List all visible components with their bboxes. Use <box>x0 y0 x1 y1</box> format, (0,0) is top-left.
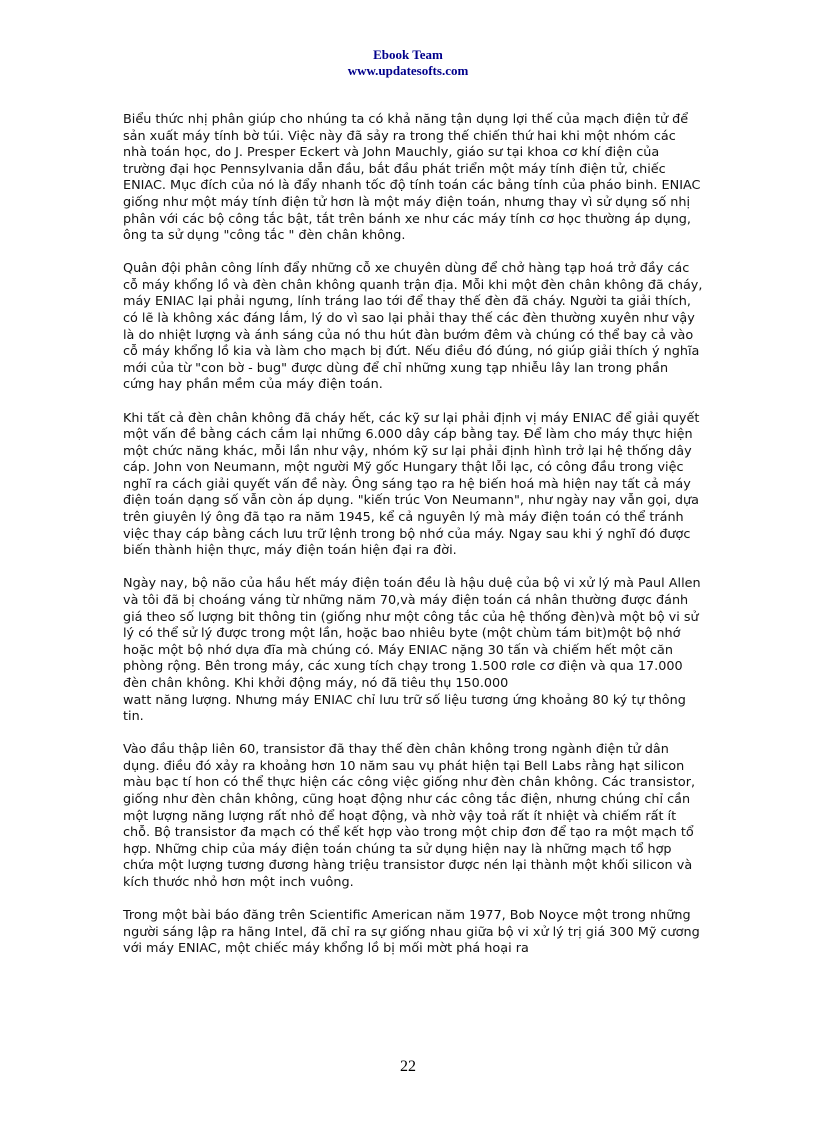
paragraph: Quân đội phân công lính đẩy những cỗ xe chuyên dùng để chở hàng tạp hoá trở đầy các cỗ máy khổng lồ và đèn chân không quanh trận địa. Mỗi khi một đèn chân không đã cháy, máy ENIAC lại phải ngưng, lính tráng lao tới để thay thế đèn đã cháy. Người ta giải thích, có lẽ là không xác đáng lắm, lý do vì sao lại phải thay thế các đèn thường xuyên như vậy là do nhiệt lượng và ánh sáng của nó thu hút đàn bướm đêm và chúng có thể bay cả vào cỗ máy khổng lồ kia và làm cho mạch bị đứt. Nếu điều đó đúng, nó giúp giải thích ý nghĩa mới của từ "con bờ - bug" được dùng để chỉ những xung tạp nhiễu lây lan trong phần cứng hay phần mềm của máy điện toán. <box>123 261 703 393</box>
paragraph: Biểu thức nhị phân giúp cho nhúng ta có khả năng tận dụng lợi thế của mạch điện tử để sản xuất máy tính bờ túi. Việc này đã sảy ra trong thế chiến thứ hai khi một nhóm các nhà toán học, do J. Presper Eckert và John Mauchly, giáo sư tại khoa cơ khí điện của trường đại học Pennsylvania dẫn đầu, bắt đầu phát triển một máy tính điện tử, chiếc ENIAC. Mục đích của nó là đẩy nhanh tốc độ tính toán các bảng tính của pháo binh. ENIAC giống như một máy tính điện tử hơn là một máy điện toán, nhưng thay vì sử dụng số nhị phân với các bộ công tắc bật, tắt trên bánh xe như các máy tính cơ học thường áp dụng, ông ta sử dụng "công tắc " đèn chân không. <box>123 112 701 244</box>
page-header <box>0 47 816 79</box>
paragraph: Khi tất cả đèn chân không đã cháy hết, các kỹ sư lại phải định vị máy ENIAC để giải quyết một vấn đề bằng cách cắm lại những 6.000 dây cáp bằng tay. Để làm cho máy thực hiện một chức năng khác, mỗi lần như vậy, nhóm kỹ sư lại phải định hình trở lại hệ thống dây cáp. John von Neumann, một người Mỹ gốc Hungary thật lỗi lạc, có công đầu trong việc nghĩ ra cách giải quyết vấn đề này. Ông sáng tạo ra hệ biến hoá mà hiện nay tất cả máy điện toán dạng số vẫn còn áp dụng. "kiến trúc Von Neumann", như ngày nay vẫn gọi, dựa trên giuyên lý ông đã tạo ra năm 1945, kể cả nguyên lý mà máy điện toán có thể tránh việc thay cáp bằng cách lưu trữ lệnh trong bộ nhớ của máy. Ngay sau khi ý nghĩ đó được biến thành hiện thực, máy điện toán hiện đại ra đời. <box>123 410 700 559</box>
paragraph: Ngày nay, bộ não của hầu hết máy điện toán đều là hậu duệ của bộ vi xử lý mà Paul Allen và tôi đã bị choáng váng từ những năm 70,và máy điện toán cá nhân thường được đánh giá theo số lượng bit thông tin (giống như một công tắc của hệ thống đèn)và một bộ vi sử lý có thể sử lý được trong một lần, hoặc bao nhiêu byte (một chùm tám bit)một bộ nhớ hoặc một bộ nhớ dựa đĩa mà chúng có. Máy ENIAC nặng 30 tấn và chiếm hết một căn phòng rộng. Bên trong máy, các xung tích chạy trong 1.500 rơle cơ điện và qua 17.000 đèn chân không. Khi khởi động máy, nó đã tiêu thụ 150.000 watt năng lượng. Nhưng máy ENIAC chỉ lưu trữ số liệu tương ứng khoảng 80 ký tự thông tin. <box>123 576 701 725</box>
paragraph: Vào đầu thập liên 60, transistor đã thay thế đèn chân không trong ngành điện tử dân dụng. điều đó xảy ra khoảng hơn 10 năm sau vụ phát hiện tại Bell Labs rằng hạt silicon màu bạc tí hon có thể thực hiện các công việc giống như đèn chân không. Các transistor, giống như đèn chân không, cũng hoạt động như các công tắc điện, nhưng chúng chỉ cần một lượng năng lượng rất nhỏ để hoạt động, và nhờ vậy toả rất ít nhiệt và chiếm rất ít chỗ. Bộ transistor đa mạch có thể kết hợp vào trong một chip đơn để tạo ra một mạch tổ hợp. Những chip của máy điện toán chúng ta sử dụng hiện nay là những mạch tổ hợp chứa một lượng tương đương hàng triệu transistor được nén lại thành một khối silicon và kích thước nhỏ hơn một inch vuông. <box>123 742 696 890</box>
page-number: 22 <box>400 1058 416 1075</box>
header-url: www.updatesofts.com <box>347 63 469 78</box>
header-title: Ebook Team <box>373 47 443 62</box>
paragraph: Trong một bài báo đăng trên Scientific American năm 1977, Bob Noyce một trong những người sáng lập ra hãng Intel, đã chỉ ra sự giống nhau giữa bộ vi xử lý trị giá 300 Mỹ cương với máy ENIAC, một chiếc máy khổng lồ bị mối mờt phá hoại ra <box>123 908 700 957</box>
body-text <box>123 112 703 974</box>
